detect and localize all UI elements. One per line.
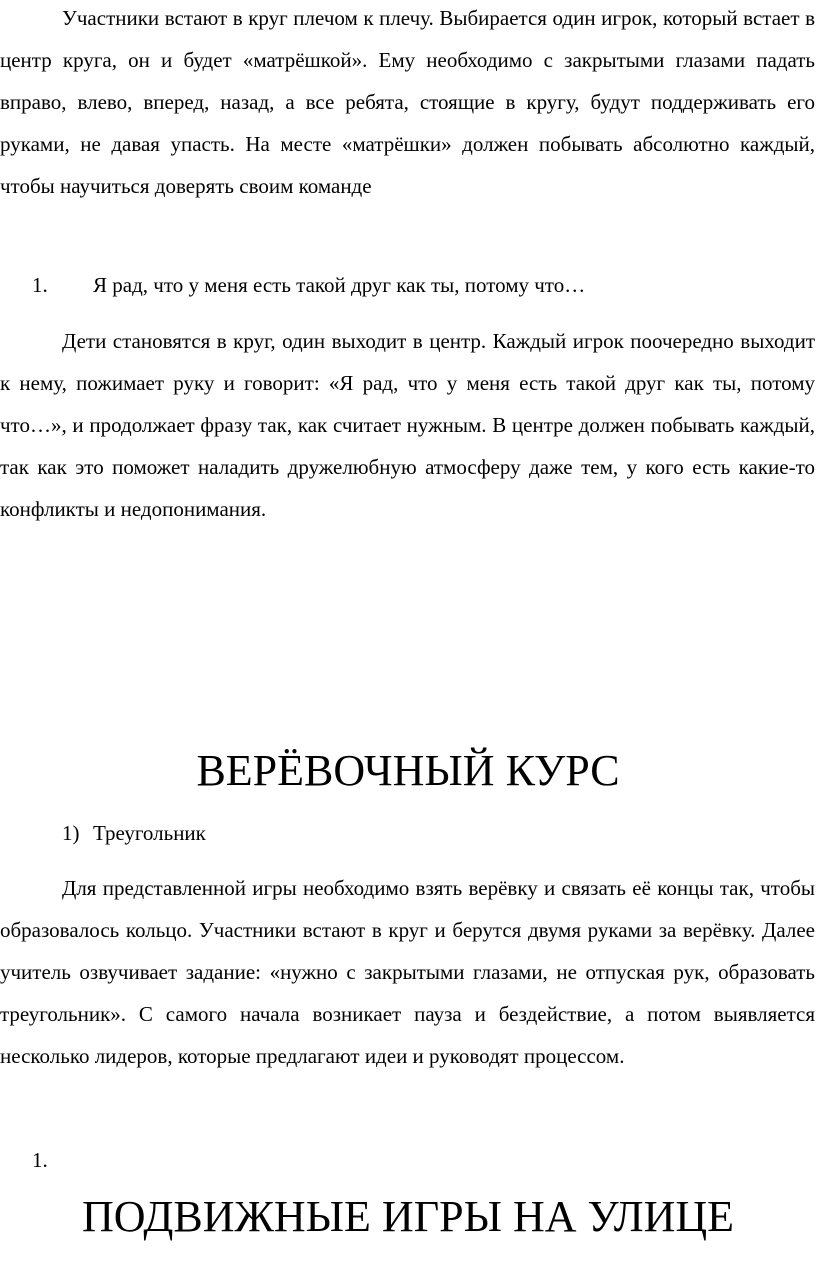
heading-rope-course: ВЕРЁВОЧНЫЙ КУРС [196,746,620,795]
list-item-text: Я рад, что у меня есть такой друг как ты, потому что… [93,273,586,297]
heading-outdoor-games: ПОДВИЖНЫЕ ИГРЫ НА УЛИЦЕ [81,1192,734,1241]
list-number: 1. [32,273,48,297]
paragraph-triangle-game: Для представленной игры необходимо взять верёвку и связать её концы так, чтобы образовалось кольцо. Участники встают в круг и берутся двумя руками за верёвку. Далее учитель озвучивает задание: «нужно с закрытыми глазами, не отпуская рук, образовать треугольник». С самого начала возникает пауза и бездействие, а потом выявляется несколько лидеров, которые предлагают идеи и руководят процессом. [0,876,815,1068]
paragraph-matryoshka-game: Участники встают в круг плечом к плечу. Выбирается один игрок, который встает в центр круга, он и будет «матрёшкой». Ему необходимо с закрытыми глазами падать вправо, влево, вперед, назад, а все ребята, стоящие в кругу, будут поддерживать его руками, не давая упасть. На месте «матрёшки» должен побывать абсолютно каждый, чтобы научиться доверять своим команде [0,6,815,198]
list-item-text: Треугольник [93,821,206,845]
list-number: 1. [32,1148,48,1172]
list-number: 1) [62,821,80,845]
paragraph-friend-game: Дети становятся в круг, один выходит в центр. Каждый игрок поочередно выходит к нему, пожимает руку и говорит: «Я рад, что у меня есть такой друг как ты, потому что…», и продолжает фразу так, как считает нужным. В центре должен побывать каждый, так как это поможет наладить дружелюбную атмосферу даже тем, у кого есть какие-то конфликты и недопонимания. [0,329,815,521]
